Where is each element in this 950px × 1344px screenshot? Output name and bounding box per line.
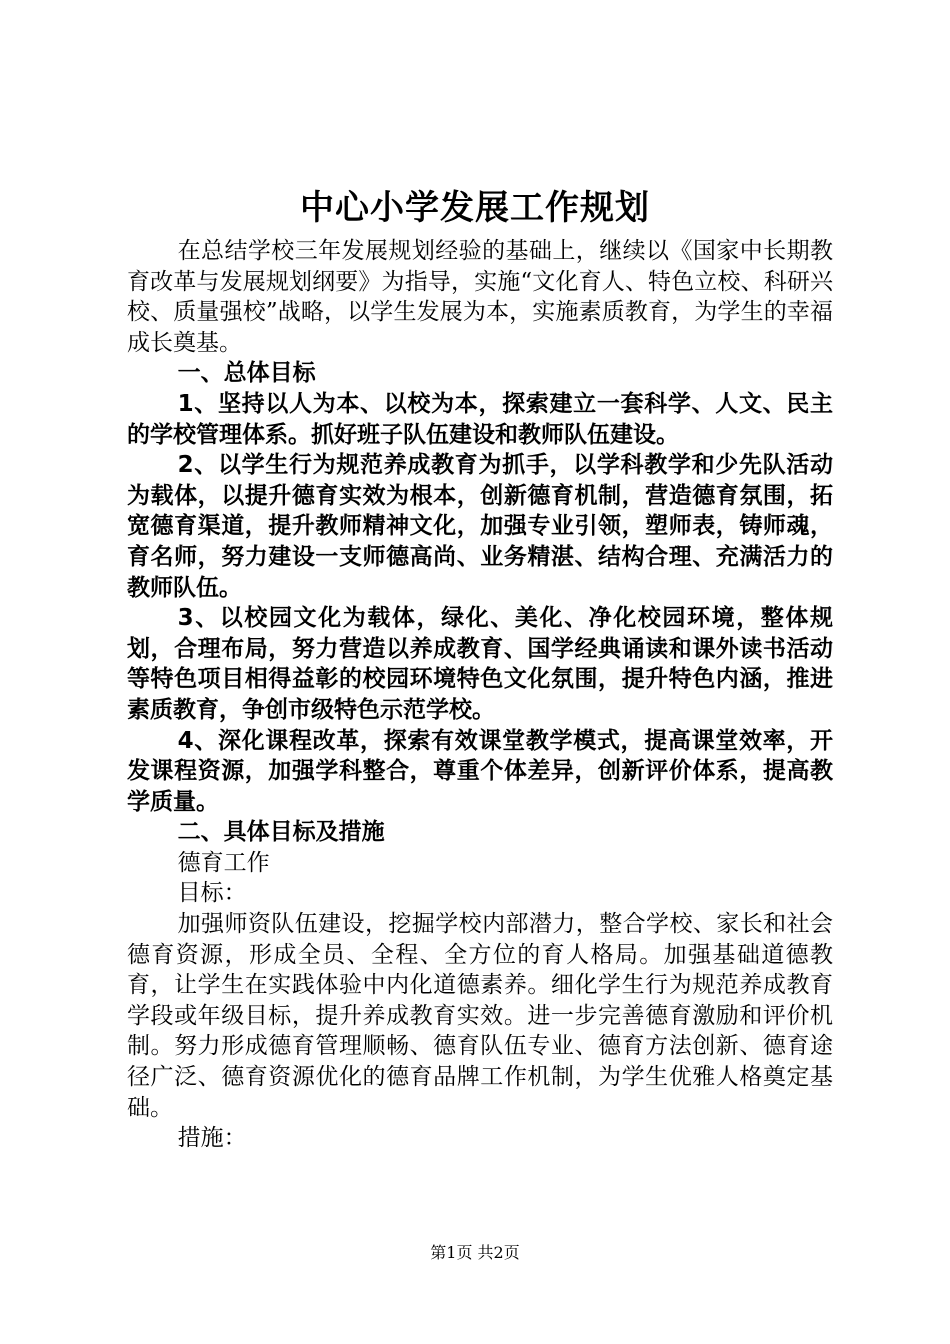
label-targets: 目标：: [177, 880, 247, 907]
intro-paragraph: 在总结学校三年发展规划经验的基础上，继续以《国家中长期教育改革与发展规划纲要》为指导，实施“文化育人、特色立校、科研兴校、质量强校”战略，以学生发展为本，实施素质教育，为学生的幸福成长奠基。: [127, 238, 833, 356]
targets-paragraph: 加强师资队伍建设，挖掘学校内部潜力，整合学校、家长和社会德育资源，形成全员、全程、全方位的育人格局。加强基础道德教育，让学生在实践体验中内化道德素养。细化学生行为规范养成教育学段或年级目标，提升养成教育实效。进一步完善德育激励和评价机制。努力形成德育管理顺畅、德育队伍专业、德育方法创新、德育途径广泛、德育资源优化的德育品牌工作机制，为学生优雅人格奠定基础。: [127, 911, 833, 1121]
section-heading-specific-goals: 二、具体目标及措施: [177, 819, 385, 846]
page-total: 共2页: [477, 1243, 520, 1262]
document-title: 中心小学发展工作规划: [300, 188, 650, 228]
page-number: 第1页: [430, 1243, 473, 1262]
section-heading-overall-goals: 一、总体目标: [177, 360, 316, 387]
label-measures: 措施：: [177, 1125, 247, 1152]
subsection-moral-education: 德育工作: [177, 849, 270, 876]
goal-item-4: 4、深化课程改革，探索有效课堂教学模式，提高课堂效率，开发课程资源，加强学科整合，尊重个体差异，创新评价体系，提高教学质量。: [127, 727, 833, 815]
document-body: [127, 236, 833, 1154]
goal-item-1: 1、坚持以人为本、以校为本，探索建立一套科学、人文、民主的学校管理体系。抓好班子队伍建设和教师队伍建设。: [127, 390, 833, 448]
goal-item-3: 3、以校园文化为载体，绿化、美化、净化校园环境，整体规划，合理布局，努力营造以养成教育、国学经典诵读和课外读书活动等特色项目相得益彰的校园环境特色文化氛围，提升特色内涵，推进素质教育，争创市级特色示范学校。: [127, 605, 833, 723]
goal-item-2: 2、以学生行为规范养成教育为抓手，以学科教学和少先队活动为载体，以提升德育实效为根本，创新德育机制，营造德育氛围，拓宽德育渠道，提升教师精神文化，加强专业引领，塑师表，铸师魂，育名师，努力建设一支师德高尚、业务精湛、结构合理、充满活力的教师队伍。: [127, 452, 833, 601]
page-footer: [0, 1243, 950, 1263]
